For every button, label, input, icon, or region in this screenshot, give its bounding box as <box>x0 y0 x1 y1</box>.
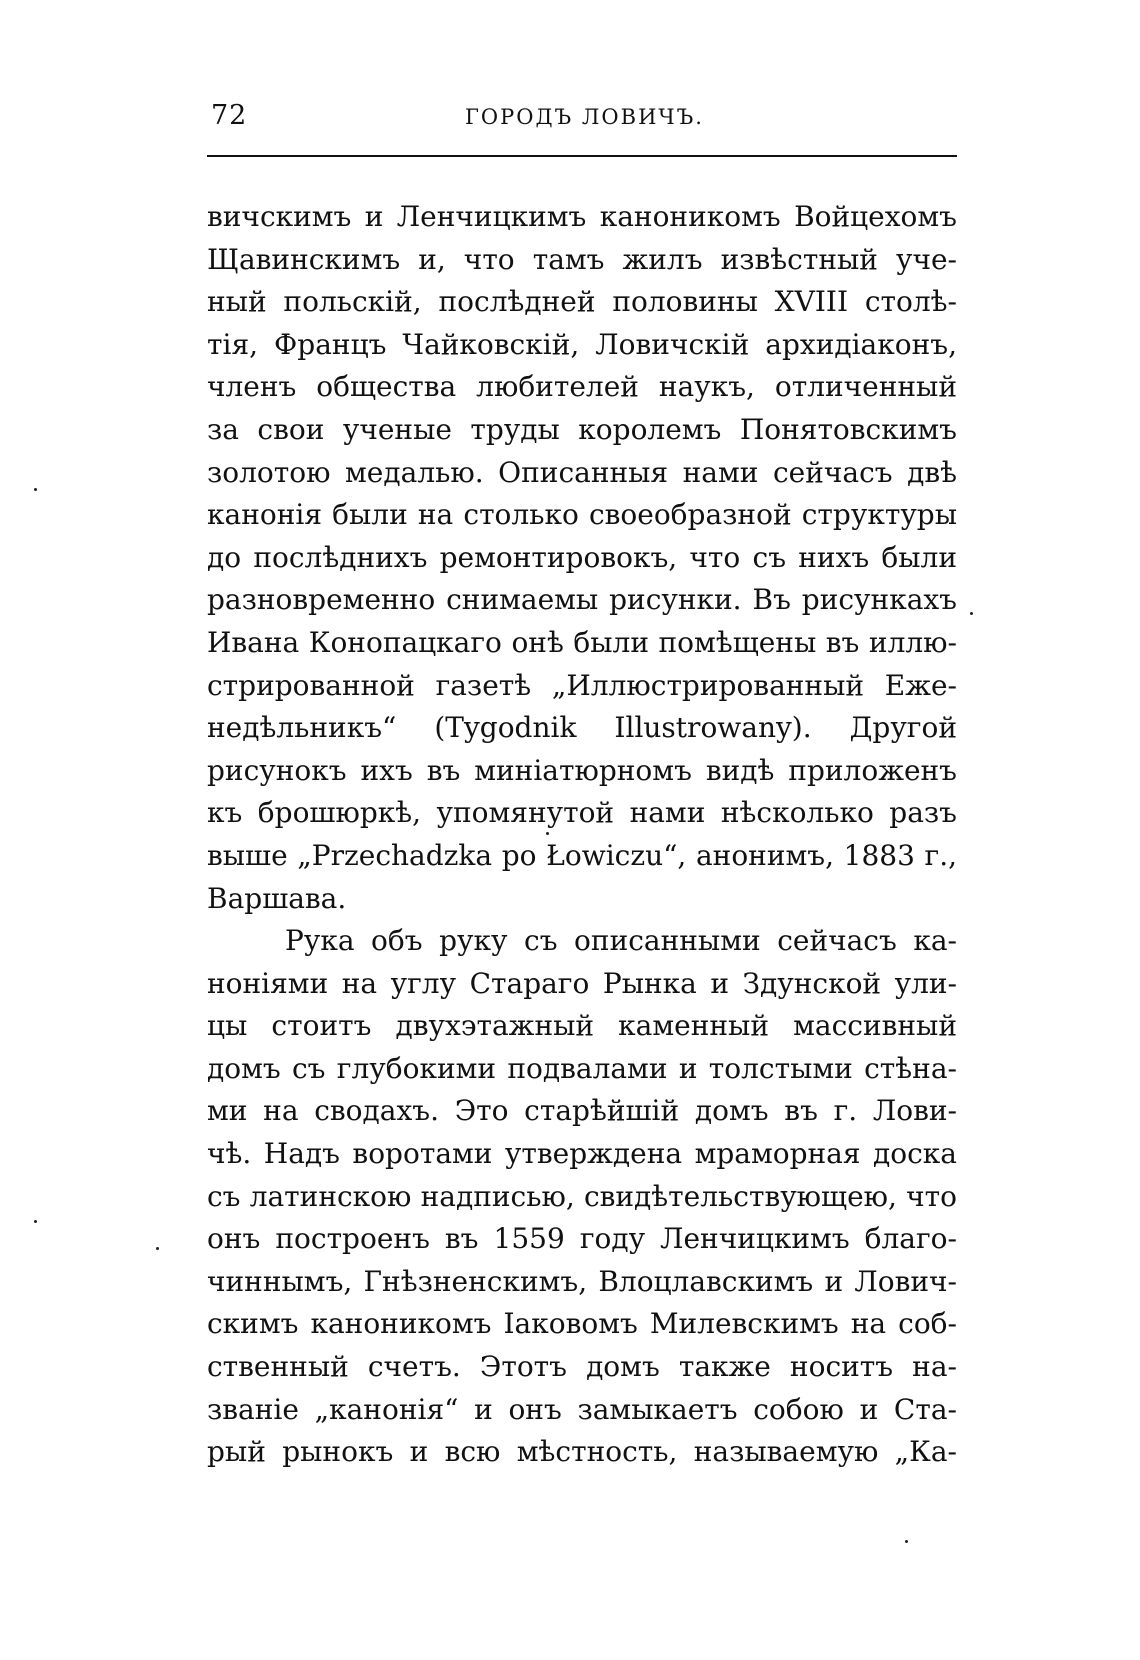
text-line: тія, Францъ Чайковскій, Ловичскій архидіаконъ, <box>207 327 957 361</box>
running-head <box>207 98 957 138</box>
text-line: Варшава. <box>207 881 347 915</box>
text-line: рисунокъ ихъ въ миніатюрномъ видѣ приложенъ <box>207 753 957 787</box>
text-line: ноніями на углу Стараго Рынка и Здунской ули- <box>207 966 957 1000</box>
text-line: ми на сводахъ. Это старѣйшій домъ въ г. Лови- <box>207 1094 957 1128</box>
text-line: членъ общества любителей наукъ, отличенный <box>207 370 957 404</box>
text-line: скимъ каноникомъ Іаковомъ Милевскимъ на соб- <box>207 1307 957 1341</box>
page-number: 72 <box>211 100 248 131</box>
text-line: домъ съ глубокими подвалами и толстыми стѣна- <box>207 1051 957 1085</box>
text-line: вичскимъ и Ленчицкимъ каноникомъ Войцехомъ <box>207 200 957 233</box>
text-line: Рука объ руку съ описанными сейчасъ ка- <box>285 924 957 958</box>
text-line: канонія были на столько своеобразной структуры <box>207 498 957 532</box>
text-line: къ брошюркѣ, упомянутой нами нѣсколько разъ <box>207 796 957 830</box>
text-line: за свои ученые труды королемъ Понятовскимъ <box>207 412 957 446</box>
text-line: онъ построенъ въ 1559 году Ленчицкимъ благо- <box>207 1222 957 1256</box>
text-line: ный польскій, послѣдней половины XVIII столѣ- <box>207 285 957 319</box>
scan-speck <box>156 1247 159 1250</box>
text-line: золотою медалью. Описанныя нами сейчасъ двѣ <box>207 455 957 489</box>
text-line: Ивана Конопацкаго онѣ были помѣщены въ иллю- <box>207 625 957 659</box>
text-line: чиннымъ, Гнѣзненскимъ, Влоцлавскимъ и Лович- <box>207 1264 957 1298</box>
text-line: выше „Przechadzka po Łowiczu“, анонимъ, 1883 г., <box>207 838 957 872</box>
body-text <box>207 196 957 1474</box>
text-line: недѣльникъ“ (Tygodnik Illustrowany). Другой <box>207 711 957 745</box>
scan-speck <box>970 612 973 615</box>
text-line: цы стоитъ двухэтажный каменный массивный <box>207 1009 957 1043</box>
text-line: разновременно снимаемы рисунки. Въ рисункахъ <box>207 583 957 617</box>
text-line: Щавинскимъ и, что тамъ жилъ извѣстный уче- <box>207 242 957 276</box>
text-line: ственный счетъ. Этотъ домъ также носитъ на- <box>207 1350 957 1384</box>
header-rule <box>207 155 957 157</box>
paragraph-1 <box>207 196 957 920</box>
text-line: до послѣднихъ ремонтировокъ, что съ нихъ были <box>207 540 957 574</box>
scan-speck <box>34 1220 37 1223</box>
text-line: стрированной газетѣ „Иллюстрированный Еже- <box>207 668 957 702</box>
scan-speck <box>905 1540 908 1543</box>
scan-speck <box>34 488 37 491</box>
scan-speck <box>546 832 549 835</box>
text-line: рый рынокъ и всю мѣстность, называемую „Ка- <box>207 1435 957 1469</box>
text-line: съ латинскою надписью, свидѣтельствующею, что <box>207 1179 957 1213</box>
text-line: чѣ. Надъ воротами утверждена мраморная доска <box>207 1137 957 1171</box>
running-title: ГОРОДЪ ЛОВИЧЪ. <box>465 105 704 129</box>
text-line: званіе „канонія“ и онъ замыкаетъ собою и Ста- <box>207 1392 957 1426</box>
paragraph-2 <box>207 920 957 1474</box>
